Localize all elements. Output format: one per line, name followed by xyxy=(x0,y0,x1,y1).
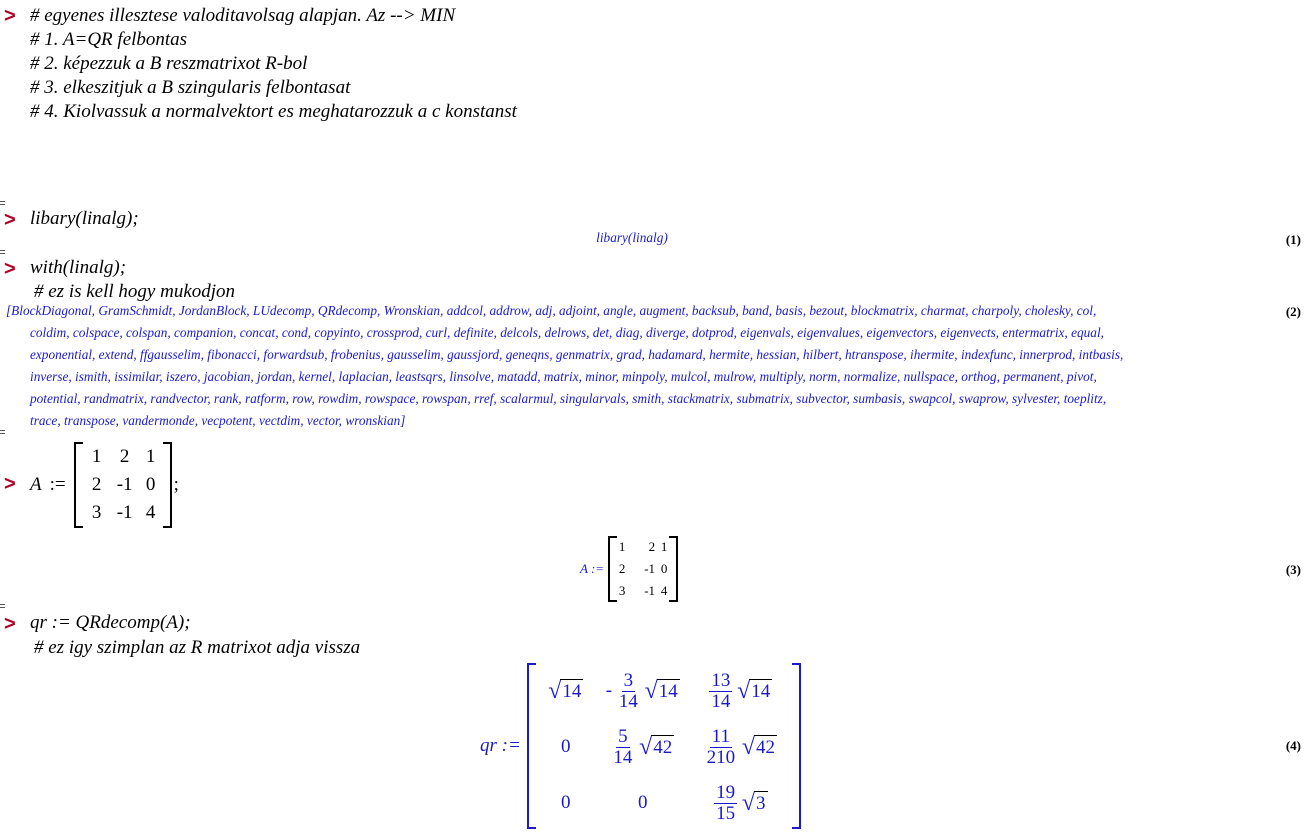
matrix-cell: 1 xyxy=(91,446,102,467)
execution-group-separator xyxy=(0,604,5,605)
equation-label: (1) xyxy=(1285,232,1301,247)
matrix-cell: 0 xyxy=(145,474,156,495)
prompt-marker[interactable] xyxy=(4,614,16,634)
list-line: inverse, ismith, issimilar, iszero, jacobian, jordan, kernel, laplacian, leastsqrs, linsolve, matadd, matrix, minor, minpoly, mulcol, mulrow, multiply, norm, normalize, nullspace, orthog, permanent, pivot, xyxy=(30,369,1097,384)
matrix-cell: 0 xyxy=(561,736,571,757)
comment-line: # 1. A=QR felbontas xyxy=(30,29,188,50)
radical-sign: √ xyxy=(741,733,755,760)
numerator: 13 xyxy=(711,669,731,691)
fraction xyxy=(705,727,738,768)
radicand: 42 xyxy=(653,736,673,758)
radicand: 42 xyxy=(756,736,775,758)
matrix-cell: 2 xyxy=(648,539,656,554)
equation-label: (3) xyxy=(1285,562,1301,577)
sqrt-expression xyxy=(742,791,768,816)
equation-label: (4) xyxy=(1285,738,1301,753)
radical-sign: √ xyxy=(741,789,755,816)
minus-sign: - xyxy=(605,679,613,701)
command-input[interactable]: libary(linalg); xyxy=(30,208,139,229)
matrix-cell xyxy=(606,671,680,712)
fraction xyxy=(611,727,634,768)
execution-group-separator xyxy=(0,201,5,202)
matrix-cell: 2 xyxy=(91,474,102,495)
matrix-cell xyxy=(714,783,767,824)
execution-group-separator xyxy=(0,430,5,431)
matrix-cell: -1 xyxy=(644,561,656,576)
matrix-cell: 1 xyxy=(660,539,668,554)
matrix-bracket xyxy=(74,442,172,528)
prompt-marker[interactable] xyxy=(4,259,16,279)
matrix-input[interactable] xyxy=(30,441,179,529)
list-line: potential, randmatrix, randvector, rank, ratform, row, rowdim, rowspace, rowspan, rref, scalarmul, singularvals, smith, stackmatrix, submatrix, subvector, sumbasis, swapcol, swaprow, sylvester, toeplitz, xyxy=(30,391,1107,406)
denominator: 15 xyxy=(716,802,736,824)
list-line: trace, transpose, vandermonde, vecpotent, vectdim, vector, wronskian] xyxy=(30,413,406,428)
prompt-marker[interactable] xyxy=(4,474,16,494)
comment-line: # 2. képezzuk a B reszmatrixot R-bol xyxy=(30,53,308,74)
radical-sign: √ xyxy=(548,677,562,704)
package-export-list xyxy=(6,300,1123,432)
list-line: coldim, colspace, colspan, companion, concat, cond, copyinto, crossprod, curl, definite, delcols, delrows, det, diag, diverge, dotprod, eigenvals, eigenvalues, eigenvectors, eigenvects, entermatrix, equal, xyxy=(30,325,1104,340)
matrix-cell: 3 xyxy=(618,583,626,598)
radical-sign: √ xyxy=(639,733,653,760)
matrix-cell: 4 xyxy=(660,583,668,598)
denominator: 210 xyxy=(706,746,736,768)
matrix-cell: 0 xyxy=(561,792,571,813)
matrix-cell xyxy=(611,727,674,768)
denominator: 14 xyxy=(711,690,731,712)
comment-line: # egyenes illesztese valoditavolsag alapjan. Az --> MIN xyxy=(30,5,456,26)
matrix-cell: 4 xyxy=(145,502,156,523)
numerator: 3 xyxy=(623,669,634,691)
radicand: 14 xyxy=(658,680,678,702)
matrix-cell: 3 xyxy=(91,502,102,523)
matrix-output xyxy=(580,534,678,604)
list-line: exponential, extend, ffgausselim, fibonacci, forwardsub, frobenius, gausselim, gaussjord, geneqns, genmatrix, grad, hadamard, hermite, hessian, hilbert, htranspose, ihermite, indexfunc, innerprod, intbasis, xyxy=(30,347,1124,362)
radicand: 3 xyxy=(756,792,766,814)
matrix-cell xyxy=(548,679,583,704)
matrix-cell: 1 xyxy=(145,446,156,467)
sqrt-expression xyxy=(742,735,777,760)
execution-group-separator xyxy=(0,250,5,251)
statement-terminator: ; xyxy=(173,474,179,495)
matrix-cell: 2 xyxy=(119,446,130,467)
sqrt-expression xyxy=(548,679,583,704)
fraction xyxy=(714,783,737,824)
matrix-cell: -1 xyxy=(116,474,133,495)
matrix-cell: -1 xyxy=(116,502,133,523)
radicand: 14 xyxy=(751,680,771,702)
matrix-cell: 2 xyxy=(618,561,626,576)
fraction xyxy=(617,671,640,712)
prompt-marker[interactable] xyxy=(4,6,16,26)
sqrt-expression xyxy=(645,679,680,704)
sqrt-expression xyxy=(737,679,772,704)
command-input[interactable]: qr := QRdecomp(A); xyxy=(30,612,191,633)
command-comment[interactable]: # ez igy szimplan az R matrixot adja vissza xyxy=(34,637,361,658)
command-input[interactable]: with(linalg); xyxy=(30,257,127,278)
matrix-name: A xyxy=(30,474,42,495)
radicand: 14 xyxy=(562,680,582,702)
matrix-cell: 0 xyxy=(660,561,668,576)
list-line: [BlockDiagonal, GramSchmidt, JordanBlock, LUdecomp, QRdecomp, Wronskian, addcol, addrow, adj, adjoint, angle, augment, backsub, band, basis, bezout, blockmatrix, charmat, charpoly, cholesky, col, xyxy=(6,303,1097,318)
matrix-cell xyxy=(709,671,772,712)
numerator: 5 xyxy=(618,725,628,747)
comment-line: # 3. elkeszitjuk a B szingularis felbontasat xyxy=(30,77,351,98)
matrix-cell: 0 xyxy=(638,792,648,813)
output-lhs: A := xyxy=(580,561,605,576)
equation-label: (2) xyxy=(1285,304,1301,319)
command-comment[interactable]: # ez is kell hogy mukodjon xyxy=(34,281,236,302)
matrix-bracket xyxy=(608,536,678,602)
qr-output xyxy=(480,662,801,830)
comment-line: # 4. Kiolvassuk a normalvektort es meghatarozzuk a c konstanst xyxy=(30,101,517,122)
command-output: libary(linalg) xyxy=(596,230,668,245)
assign-operator: := xyxy=(49,474,66,495)
matrix-bracket xyxy=(527,663,801,829)
denominator: 14 xyxy=(618,690,638,712)
comment-block[interactable] xyxy=(30,4,517,124)
fraction xyxy=(709,671,732,712)
output-lhs: qr := xyxy=(480,735,521,756)
radical-sign: √ xyxy=(644,677,658,704)
matrix-cell: -1 xyxy=(644,583,656,598)
radical-sign: √ xyxy=(737,677,751,704)
numerator: 19 xyxy=(716,781,736,803)
numerator: 11 xyxy=(711,725,730,747)
matrix-cell xyxy=(705,727,777,768)
prompt-marker[interactable] xyxy=(4,210,16,230)
matrix-cell: 1 xyxy=(618,539,626,554)
denominator: 14 xyxy=(613,746,633,768)
sqrt-expression xyxy=(639,735,674,760)
